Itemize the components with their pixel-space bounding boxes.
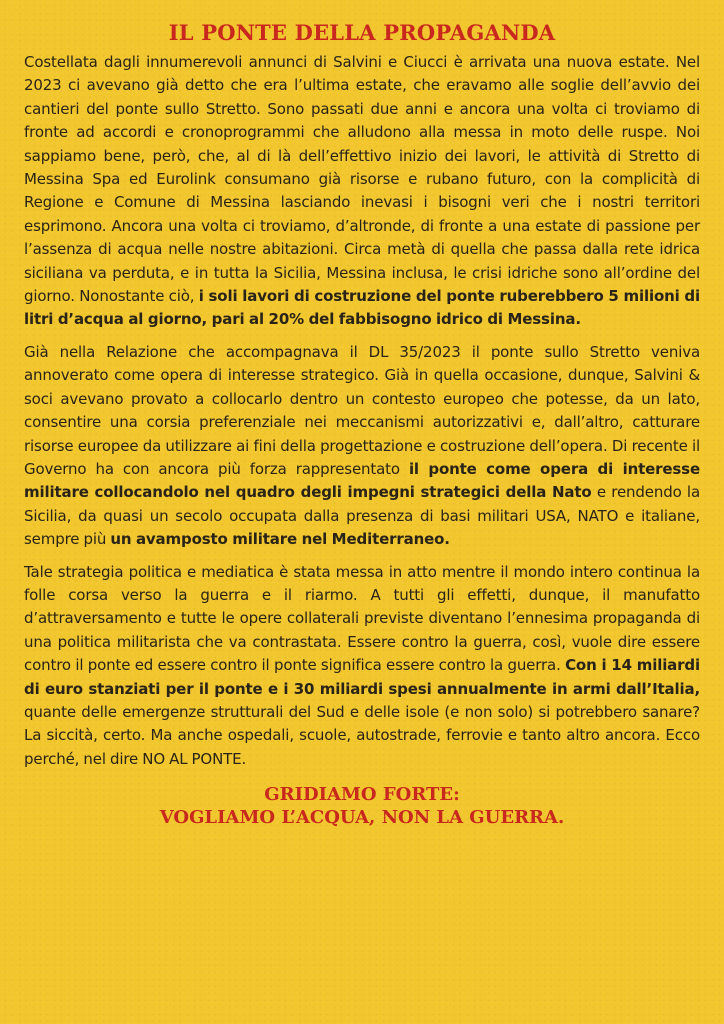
paragraph-2-text-a: Già nella Relazione che accompagnava il DL 35/2023 il ponte sullo Stretto veniva annoverato come opera di interesse strategico. Già in quella occasione, dunque, Salvini & soci avevano provato a collocarlo dentro un contesto europeo che potesse, da un lato, consentire una corsia preferenziale nei meccanismi autorizzativi e, dall’altro, catturare risorse europee da utilizzare ai fini della progettazione e costruzione dell’opera. Di recente il Governo ha con ancora più forza rappresentato: [24, 342, 700, 478]
paragraph-2-highlight-a: il ponte come opera di interesse militare collocandolo nel quadro degli impegni strategici della Nato: [24, 459, 700, 502]
paragraph-1: [24, 51, 700, 332]
closing-slogan: [24, 783, 700, 829]
paragraph-1-highlight: i soli lavori di costruzione del ponte ruberebbero 5 milioni di litri d’acqua al giorno, pari al 20% del fabbisogno idrico di Messina.: [24, 287, 700, 329]
paragraph-2: [24, 341, 700, 552]
closing-line-1: GRIDIAMO FORTE:: [264, 784, 460, 806]
paragraph-3: [24, 561, 700, 772]
paragraph-1-text: Costellata dagli innumerevoli annunci di Salvini e Ciucci è arrivata una nuova estate. Nel 2023 ci avevano già detto che era l’ultima estate, che eravamo alle soglie dell’avvio dei cantieri del ponte sullo Stretto. Sono passati due anni e ancora una volta ci troviamo di fronte ad accordi e cronoprogrammi che alludono alla messa in moto delle ruspe. Noi sappiamo bene, però, che, al di là dell’effettivo inizio dei lavori, le attività di Stretto di Messina Spa ed Eurolink consumano già risorse e rubano futuro, con la complicità di Regione e Comune di Messina lasciando inevasi i bisogni veri che i nostri territori esprimono. Ancora una volta ci troviamo, d’altronde, di fronte a una estate di passione per l’assenza di acqua nelle nostre abitazioni. Circa metà di quella che passa dalla rete idrica siciliana va perduta, e in tutta la Sicilia, Messina inclusa, le crisi idriche sono all’ordine del giorno. Nonostante ciò,: [24, 53, 700, 306]
paragraph-3-text-a: Tale strategia politica e mediatica è stata messa in atto mentre il mondo intero continua la folle corsa verso la guerra e il riarmo. A tutti gli effetti, dunque, il manufatto d’attraversamento e tutte le opere collaterali previste diventano l’ennesima propaganda di una politica militarista che va contrastata. Essere contro la guerra, così, vuole dire essere contro il ponte ed essere contro il ponte significa essere contro la guerra.: [24, 562, 700, 675]
paragraph-2-text-b: e rendendo la Sicilia, da quasi un secolo occupata dalla presenza di basi militari USA, NATO e italiane, sempre più: [24, 483, 700, 549]
paragraph-3-highlight: Con i 14 miliardi di euro stanziati per il ponte e i 30 miliardi spesi annualmente in armi dall’Italia,: [24, 656, 700, 698]
paragraph-3-text-b: quante delle emergenze strutturali del Sud e delle isole (e non solo) si potrebbero sanare? La siccità, certo. Ma anche ospedali, scuole, autostrade, ferrovie e tanto altro ancora. Ecco perché, nel dire NO AL PONTE.: [24, 702, 700, 768]
page-title: IL PONTE DELLA PROPAGANDA: [168, 20, 556, 45]
paragraph-2-highlight-b: un avamposto militare nel Mediterraneo.: [110, 530, 450, 549]
closing-line-2: VOGLIAMO L’ACQUA, NON LA GUERRA.: [159, 807, 565, 829]
